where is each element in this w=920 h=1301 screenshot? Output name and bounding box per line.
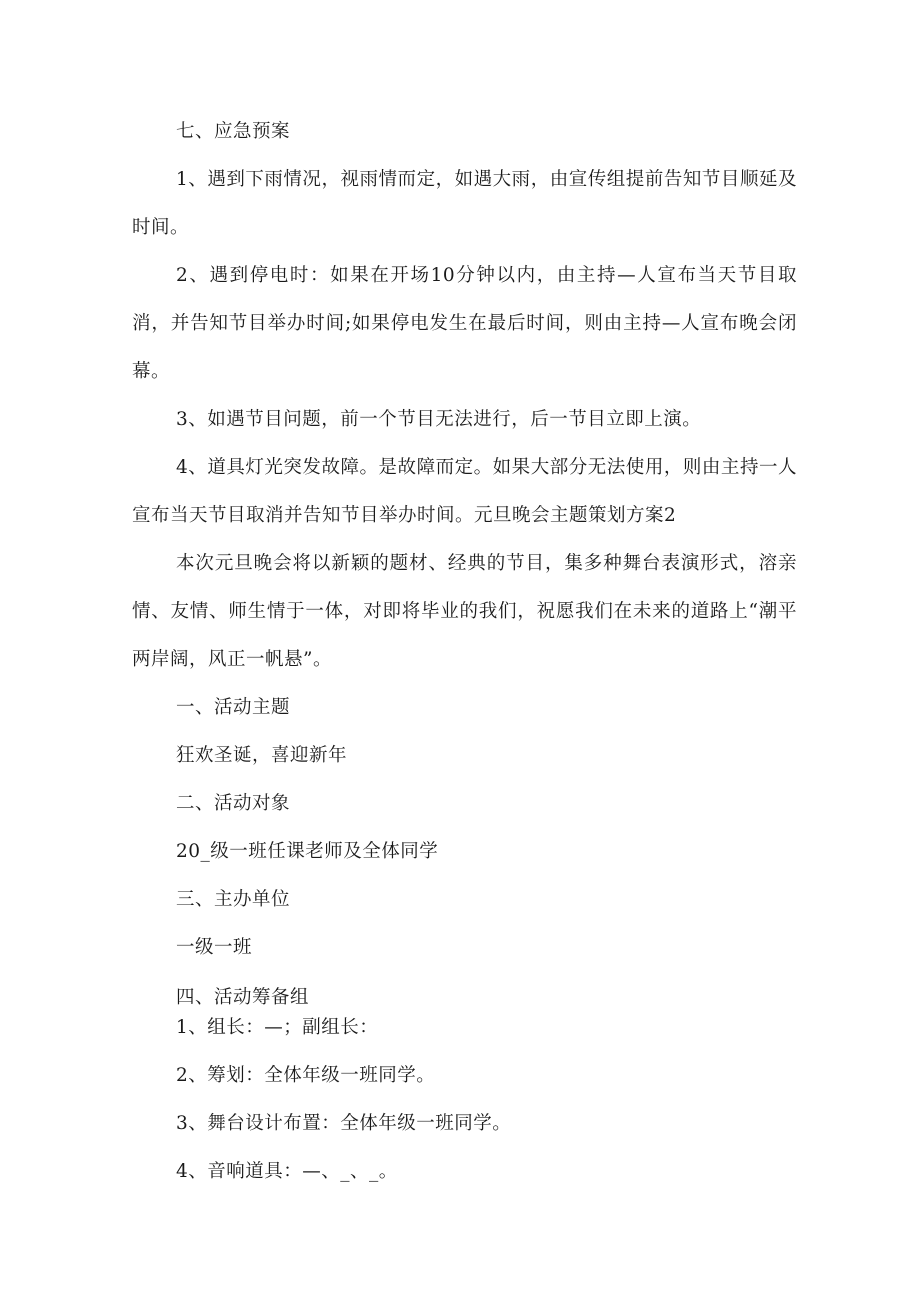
paragraph-intro: 本次元旦晚会将以新颖的题材、经典的节目，集多种舞台表演形式，溶亲情、友情、师生情于一体，对即将毕业的我们，祝愿我们在未来的道路上“潮平两岸阔，风正一帆悬”。 (132, 553, 797, 670)
text-activity-target: 20_级一班任课老师及全体同学 (176, 841, 439, 862)
text-organizer: 一级一班 (176, 937, 253, 958)
heading-activity-target: 二、活动对象 (176, 793, 291, 814)
text-activity-theme: 狂欢圣诞，喜迎新年 (176, 745, 348, 766)
paragraph-program-issue: 3、如遇节目问题，前一个节目无法进行，后一节目立即上演。 (176, 409, 702, 430)
heading-emergency-plan: 七、应急预案 (176, 121, 291, 142)
text-group-leader: 1、组长：—；副组长： (176, 1017, 379, 1038)
paragraph-rain: 1、遇到下雨情况，视雨情而定，如遇大雨，由宣传组提前告知节目顺延及时间。 (132, 169, 797, 238)
paragraph-power-outage: 2、遇到停电时：如果在开场10分钟以内，由主持—人宣布当天节目取消，并告知节目举办时间;如果停电发生在最后时间，则由主持—人宣布晚会闭幕。 (132, 265, 797, 382)
text-audio-props: 4、音响道具：—、_、_。 (176, 1161, 398, 1182)
text-planning: 2、筹划：全体年级一班同学。 (176, 1065, 436, 1086)
text-stage-design: 3、舞台设计布置：全体年级一班同学。 (176, 1113, 512, 1134)
heading-activity-theme: 一、活动主题 (176, 697, 291, 718)
paragraph-equipment-failure: 4、道具灯光突发故障。是故障而定。如果大部分无法使用，则由主持一人宣布当天节目取消并告知节目举办时间。元旦晚会主题策划方案2 (132, 457, 797, 526)
heading-organizer: 三、主办单位 (176, 889, 291, 910)
heading-preparation-group: 四、活动筹备组 (176, 987, 310, 1008)
